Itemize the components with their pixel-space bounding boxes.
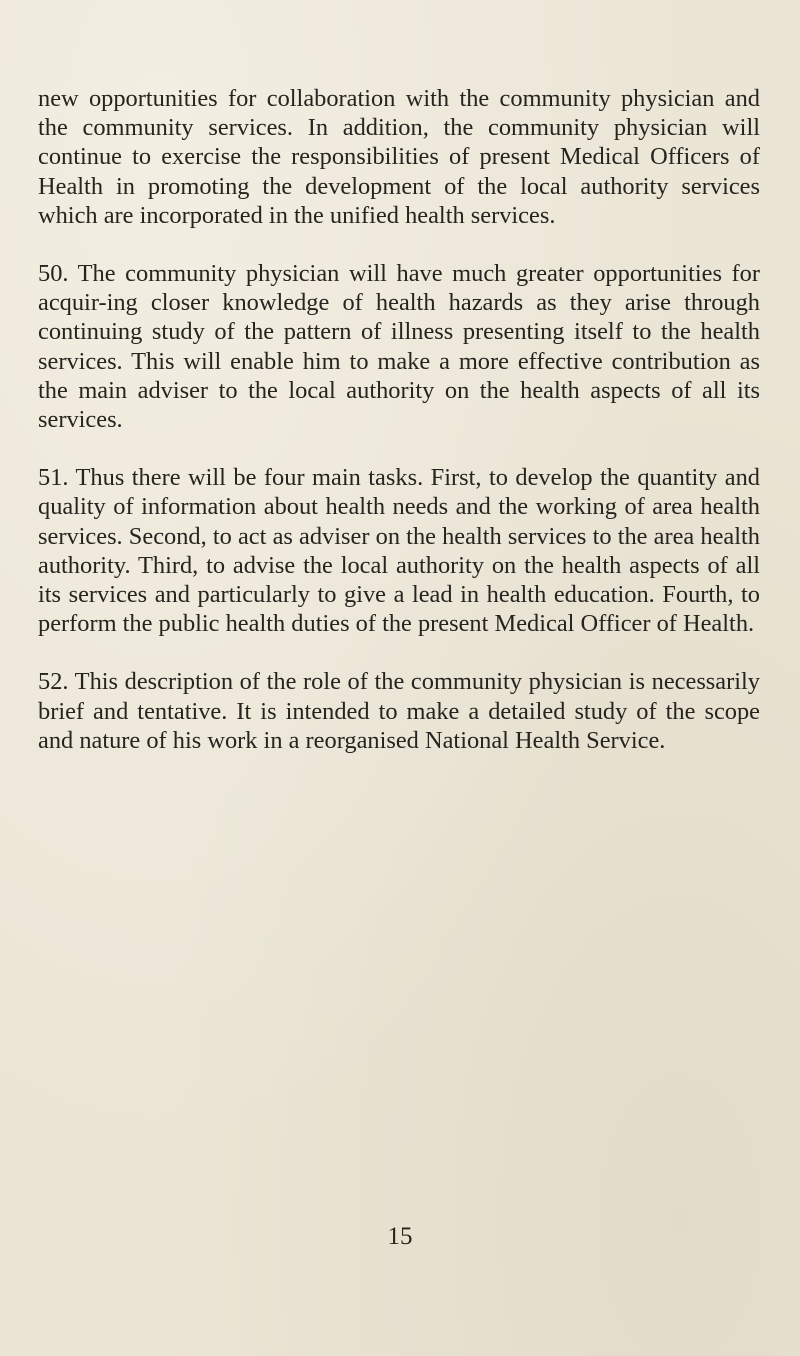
page-number: 15 — [387, 1223, 413, 1250]
paragraph-50: 50. The community physician will have much greater opportunities for acquir-ing closer knowledge of health hazards as they arise through continuing study of the pattern of illness presenting itself to the health services. This will enable him to make a more effective contribution as the main adviser to the local authority on the health aspects of all its services. — [38, 260, 760, 434]
paragraph-51: 51. Thus there will be four main tasks. First, to develop the quantity and quality of information about health needs and the working of area health services. Second, to act as adviser on the health services to the area health authority. Third, to advise the local authority on the health aspects of all its services and particularly to give a lead in health education. Fourth, to perform the public health duties of the present Medical Officer of Health. — [38, 464, 760, 638]
paragraph-continued: new opportunities for collaboration with the community physician and the community services. In addition, the community physician will continue to exercise the responsibilities of present Medical Officers of Health in promoting the development of the local authority services which are incorporated in the unified health services. — [38, 85, 760, 229]
body-text — [38, 84, 760, 784]
paragraph-52: 52. This description of the role of the community physician is necessarily brief and tentative. It is intended to make a detailed study of the scope and nature of his work in a reorganised National Health Service. — [38, 668, 760, 754]
